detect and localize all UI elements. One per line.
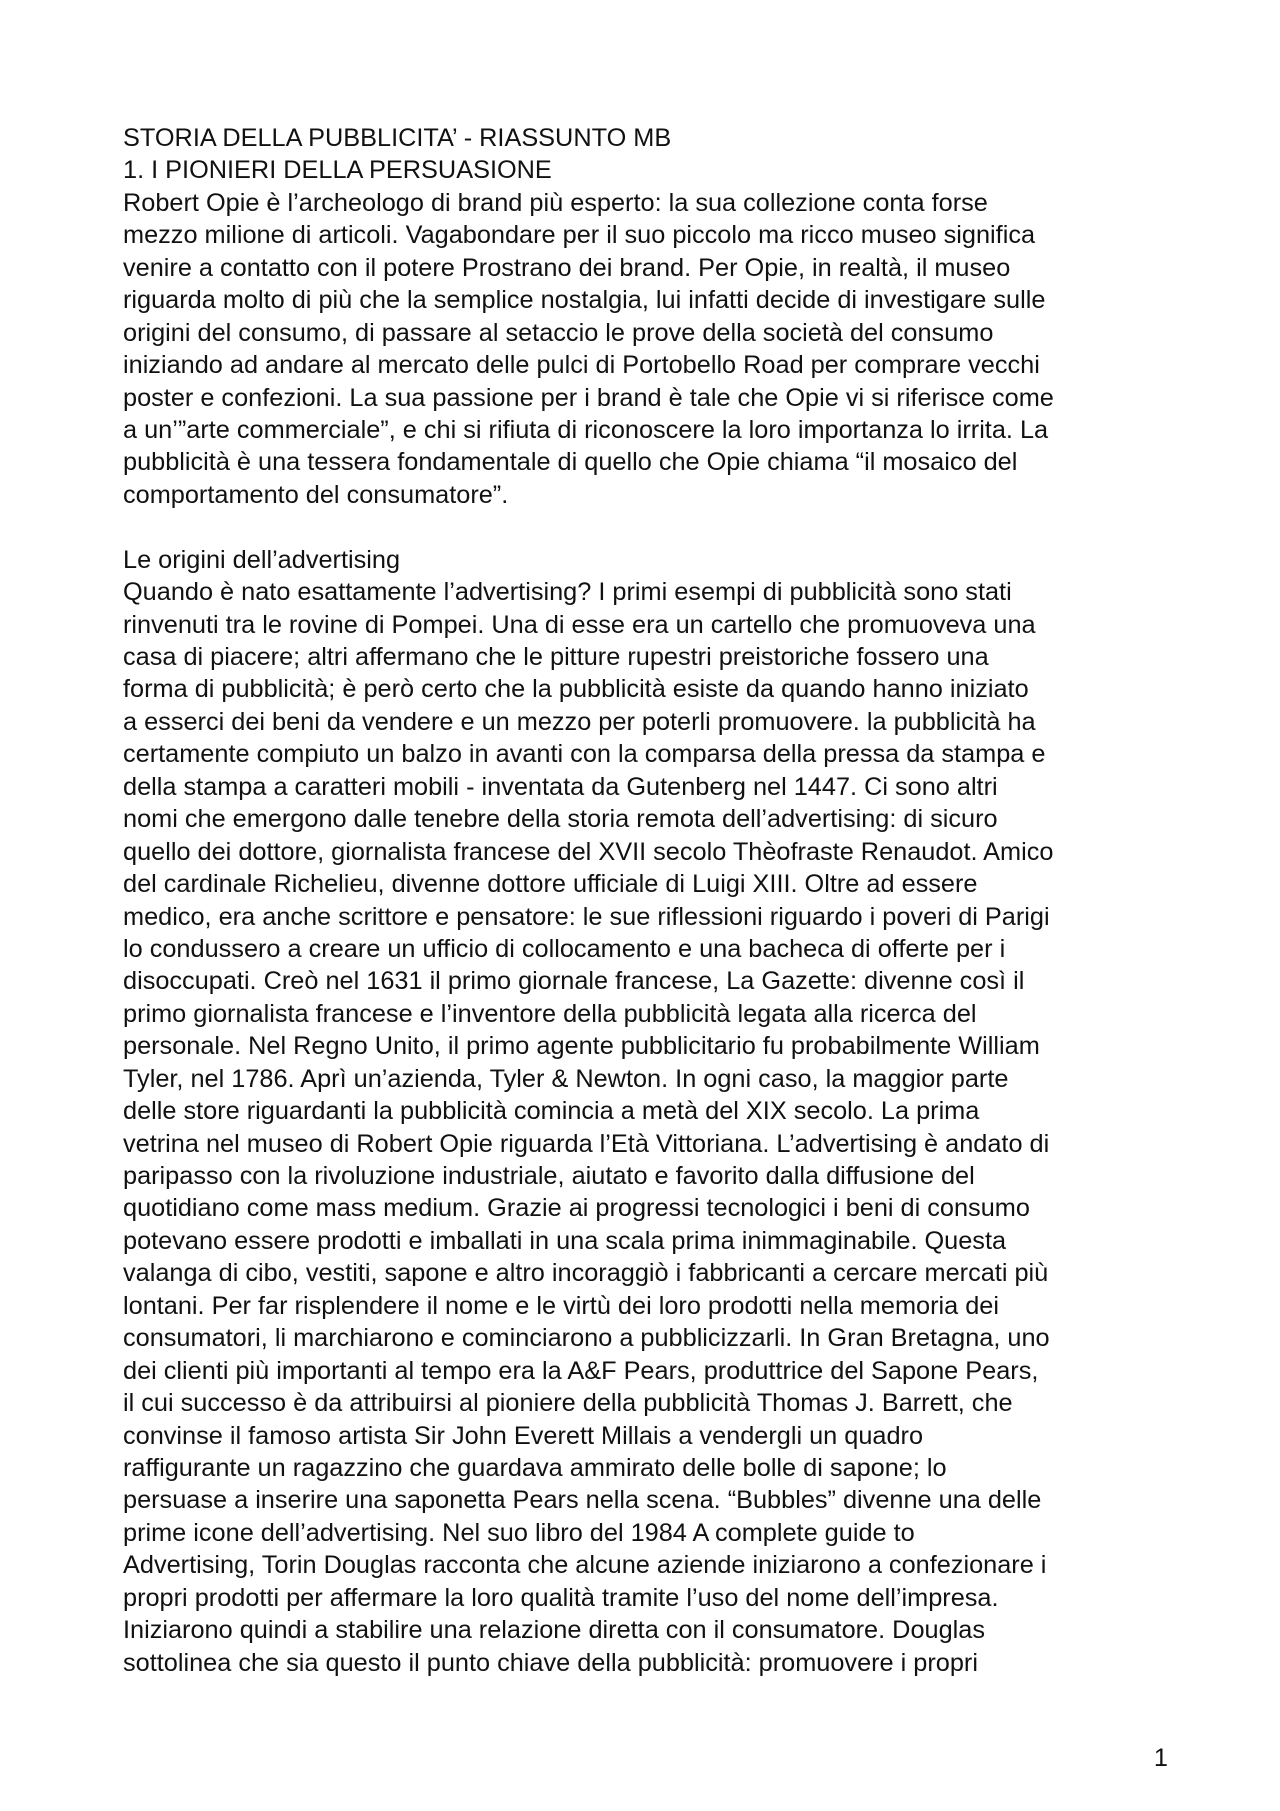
- text-line: primo giornalista francese e l’inventore della pubblicità legata alla ricerca del: [123, 999, 977, 1028]
- paragraph-spacer: [123, 511, 1173, 543]
- text-line: mezzo milione di articoli. Vagabondare per il suo piccolo ma ricco museo significa: [123, 221, 1036, 250]
- text-line: delle store riguardanti la pubblicità comincia a metà del XIX secolo. La prima: [123, 1097, 980, 1126]
- page-number: 1: [1153, 1744, 1168, 1772]
- text-line: potevano essere prodotti e imballati in una scala prima inimmaginabile. Questa: [123, 1226, 1007, 1255]
- text-line: lo condussero a creare un ufficio di collocamento e una bacheca di offerte per i: [123, 934, 1006, 963]
- text-line: Quando è nato esattamente l’advertising? I primi esempi di pubblicità sono stati: [123, 578, 1012, 607]
- page-body: [123, 122, 1173, 1679]
- text-line: della stampa a caratteri mobili - inventata da Gutenberg nel 1447. Ci sono altri: [123, 772, 998, 801]
- text-line: lontani. Per far risplendere il nome e le virtù dei loro prodotti nella memoria dei: [123, 1291, 999, 1320]
- document-title: STORIA DELLA PUBBLICITA’ - RIASSUNTO MB: [123, 124, 672, 152]
- text-line: del cardinale Richelieu, divenne dottore ufficiale di Luigi XIII. Oltre ad essere: [123, 870, 978, 899]
- text-line: Robert Opie è l’archeologo di brand più esperto: la sua collezione conta forse: [123, 188, 988, 217]
- text-line: Iniziarono quindi a stabilire una relazione diretta con il consumatore. Douglas: [123, 1616, 985, 1645]
- text-line: convinse il famoso artista Sir John Everett Millais a vendergli un quadro: [123, 1421, 924, 1450]
- chapter-heading: 1. I PIONIERI DELLA PERSUASIONE: [123, 156, 552, 185]
- text-line: forma di pubblicità; è però certo che la pubblicità esiste da quando hanno iniziato: [123, 675, 1029, 704]
- text-line: quello dei dottore, giornalista francese del XVII secolo Thèofraste Renaudot. Amico: [123, 837, 1054, 866]
- text-line: Tyler, nel 1786. Aprì un’azienda, Tyler & Newton. In ogni caso, la maggior parte: [123, 1064, 1009, 1093]
- text-line: a esserci dei beni da vendere e un mezzo per poterli promuovere. la pubblicità ha: [123, 707, 1036, 736]
- text-line: comportamento del consumatore”.: [123, 480, 509, 509]
- text-line: prime icone dell’advertising. Nel suo libro del 1984 A complete guide to: [123, 1518, 915, 1547]
- text-line: certamente compiuto un balzo in avanti con la comparsa della pressa da stampa e: [123, 740, 1046, 769]
- text-line: nomi che emergono dalle tenebre della storia remota dell’advertising: di sicuro: [123, 805, 998, 834]
- text-line: propri prodotti per affermare la loro qualità tramite l’uso del nome dell’impresa.: [123, 1583, 999, 1612]
- text-line: iniziando ad andare al mercato delle pulci di Portobello Road per comprare vecchi: [123, 351, 1040, 380]
- text-line: personale. Nel Regno Unito, il primo agente pubblicitario fu probabilmente William: [123, 1032, 1040, 1061]
- text-line: valanga di cibo, vestiti, sapone e altro incoraggiò i fabbricanti a cercare mercati più: [123, 1259, 1049, 1288]
- text-line: casa di piacere; altri affermano che le pitture rupestri preistoriche fossero una: [123, 643, 989, 671]
- text-line: dei clienti più importanti al tempo era la A&F Pears, produttrice del Sapone Pears,: [123, 1356, 1039, 1385]
- text-line: quotidiano come mass medium. Grazie ai progressi tecnologici i beni di consumo: [123, 1194, 1030, 1223]
- text-line: pubblicità è una tessera fondamentale di quello che Opie chiama “il mosaico del: [123, 448, 1018, 477]
- text-line: il cui successo è da attribuirsi al pioniere della pubblicità Thomas J. Barrett, che: [123, 1389, 1013, 1418]
- text-line: consumatori, li marchiarono e cominciarono a pubblicizzarli. In Gran Bretagna, uno: [123, 1324, 1050, 1353]
- paragraph-1: [123, 187, 1173, 511]
- text-line: raffigurante un ragazzino che guardava ammirato delle bolle di sapone; lo: [123, 1453, 947, 1482]
- text-line: medico, era anche scrittore e pensatore: le sue riflessioni riguardo i poveri di Parigi: [123, 902, 1050, 931]
- text-line: riguarda molto di più che la semplice nostalgia, lui infatti decide di investigare sulle: [123, 286, 1046, 315]
- text-line: rinvenuti tra le rovine di Pompei. Una di esse era un cartello che promuoveva una: [123, 610, 1036, 639]
- text-line: disoccupati. Creò nel 1631 il primo giornale francese, La Gazette: divenne così il: [123, 967, 1025, 996]
- text-line: poster e confezioni. La sua passione per i brand è tale che Opie vi si riferisce come: [123, 383, 1054, 412]
- text-line: origini del consumo, di passare al setaccio le prove della società del consumo: [123, 318, 994, 347]
- paragraph-2: [123, 576, 1173, 1679]
- text-line: sottolinea che sia questo il punto chiave della pubblicità: promuovere i propri: [123, 1648, 978, 1677]
- text-line: paripasso con la rivoluzione industriale, aiutato e favorito dalla diffusione del: [123, 1162, 975, 1190]
- text-line: persuase a inserire una saponetta Pears nella scena. “Bubbles” divenne una delle: [123, 1486, 1042, 1515]
- text-line: venire a contatto con il potere Prostrano dei brand. Per Opie, in realtà, il museo: [123, 253, 1011, 282]
- text-line: vetrina nel museo di Robert Opie riguarda l’Età Vittoriana. L’advertising è andato di: [123, 1129, 1050, 1158]
- text-line: Advertising, Torin Douglas racconta che alcune aziende iniziarono a confezionare i: [123, 1551, 1047, 1580]
- section-heading: Le origini dell’advertising: [123, 545, 401, 574]
- text-line: a un’”arte commerciale”, e chi si rifiuta di riconoscere la loro importanza lo irrita. La: [123, 415, 1049, 444]
